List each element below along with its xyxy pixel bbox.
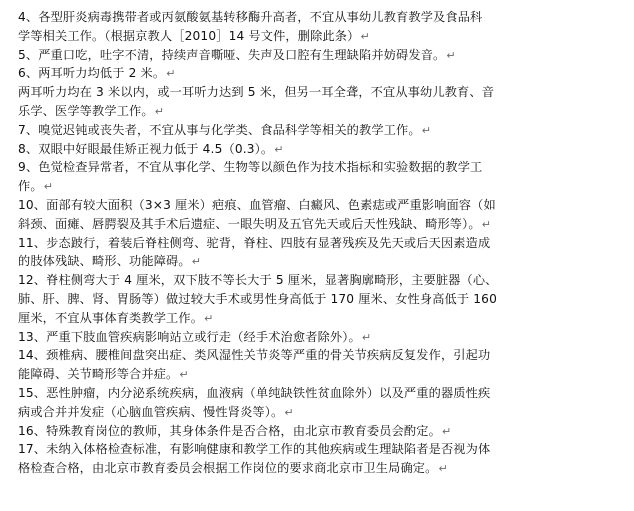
text-line-06: 乐学、医学等教学工作。↵: [18, 103, 165, 118]
text-line-09: 9、色觉检查异常者，不宜从事化学、生物等以颜色作为技术指标和实验数据的教学工: [18, 160, 483, 175]
text-line-13: 11、步态跛行，着装后脊柱侧弯、驼背，脊柱、四肢有显著残疾及先天或后天因素造成: [18, 235, 491, 250]
text-line-15: 12、脊柱侧弯大于 4 厘米，双下肢不等长大于 5 厘米，显著胸廓畸形，主要脏器（心、: [18, 273, 498, 288]
paragraph-mark-icon: ↵: [154, 104, 165, 118]
text-line-14: 的肢体残缺、畸形、功能障碍。↵: [18, 254, 202, 269]
text-line-08: 8、双眼中好眼最佳矫正视力低于 4.5（0.3）。↵: [18, 141, 284, 156]
text-line-12: 斜颈、面瘫、唇腭裂及其手术后遗症、一眼失明及五官先天或后天性残缺、畸形等）。↵: [18, 216, 492, 231]
text-line-18: 13、严重下肢血管疾病影响站立或行走（经手术治愈者除外）。↵: [18, 329, 372, 344]
text-line-03: 5、严重口吃，吐字不清，持续声音嘶哑、失声及口腔有生理缺陷并妨碍发音。↵: [18, 47, 456, 62]
paragraph-mark-icon: ↵: [191, 255, 202, 269]
text-line-19: 14、颈椎病、腰椎间盘突出症、类风湿性关节炎等严重的骨关节疾病反复发作，引起功: [18, 348, 491, 363]
paragraph-mark-icon: ↵: [204, 311, 214, 325]
text-line-01: 4、各型肝炎病毒携带者或丙氨酸氨基转移酶升高者，不宜从事幼儿教育教学及食品科: [18, 10, 483, 24]
text-line-10: 作。↵: [18, 179, 54, 194]
text-line-04: 6、两耳听力均低于 2 米。↵: [18, 66, 176, 81]
text-line-02: 学等相关工作。（根据京教人［2010］14 号文件，删除此条）↵: [18, 28, 370, 43]
text-line-25: 格检查合格，由北京市教育委员会根据工作岗位的要求商北京市卫生局确定。↵: [18, 461, 448, 476]
text-line-23: 16、特殊教育岗位的教师，其身体条件是否合格，由北京市教育委员会酌定。↵: [18, 423, 452, 438]
text-line-16: 肺、肝、脾、肾、胃肠等）做过较大手术或男性身高低于 170 厘米、女性身高低于 160: [18, 291, 497, 306]
paragraph-mark-icon: ↵: [441, 424, 452, 438]
paragraph-mark-icon: ↵: [284, 405, 294, 419]
paragraph-mark-icon: ↵: [361, 330, 372, 344]
text-line-17: 厘米，不宜从事体育类教学工作。↵: [18, 310, 214, 325]
text-line-20: 能障碍、关节畸形等合并症。↵: [18, 367, 189, 382]
text-line-22: 病或合并并发症（心脑血管疾病、慢性肾炎等）。↵: [18, 404, 294, 419]
text-line-24: 17、未纳入体格检查标准，有影响健康和教学工作的其他疾病或生理缺陷者是否视为体: [18, 442, 491, 457]
text-line-05: 两耳听力均在 3 米以内，或一耳听力达到 5 米，但另一耳全聋，不宜从事幼儿教育、音: [18, 85, 495, 100]
paragraph-mark-icon: ↵: [43, 180, 54, 194]
paragraph-mark-icon: ↵: [360, 29, 370, 43]
paragraph-mark-icon: ↵: [481, 217, 492, 231]
text-line-07: 7、嗅觉迟钝或丧失者，不宜从事与化学类、食品科学等相关的教学工作。↵: [18, 122, 432, 137]
paragraph-mark-icon: ↵: [421, 123, 432, 137]
paragraph-mark-icon: ↵: [166, 67, 176, 81]
paragraph-mark-icon: ↵: [274, 142, 284, 156]
paragraph-mark-icon: ↵: [438, 462, 448, 476]
text-line-11: 10、面部有较大面积（3×3 厘米）疤痕、血管瘤、白癜风、色素痣或严重影响面容（如: [18, 197, 496, 212]
paragraph-mark-icon: ↵: [179, 368, 189, 382]
paragraph-mark-icon: ↵: [446, 48, 456, 62]
text-line-21: 15、恶性肿瘤，内分泌系统疾病，血液病（单纯缺铁性贫血除外）以及严重的器质性疾: [18, 385, 491, 400]
